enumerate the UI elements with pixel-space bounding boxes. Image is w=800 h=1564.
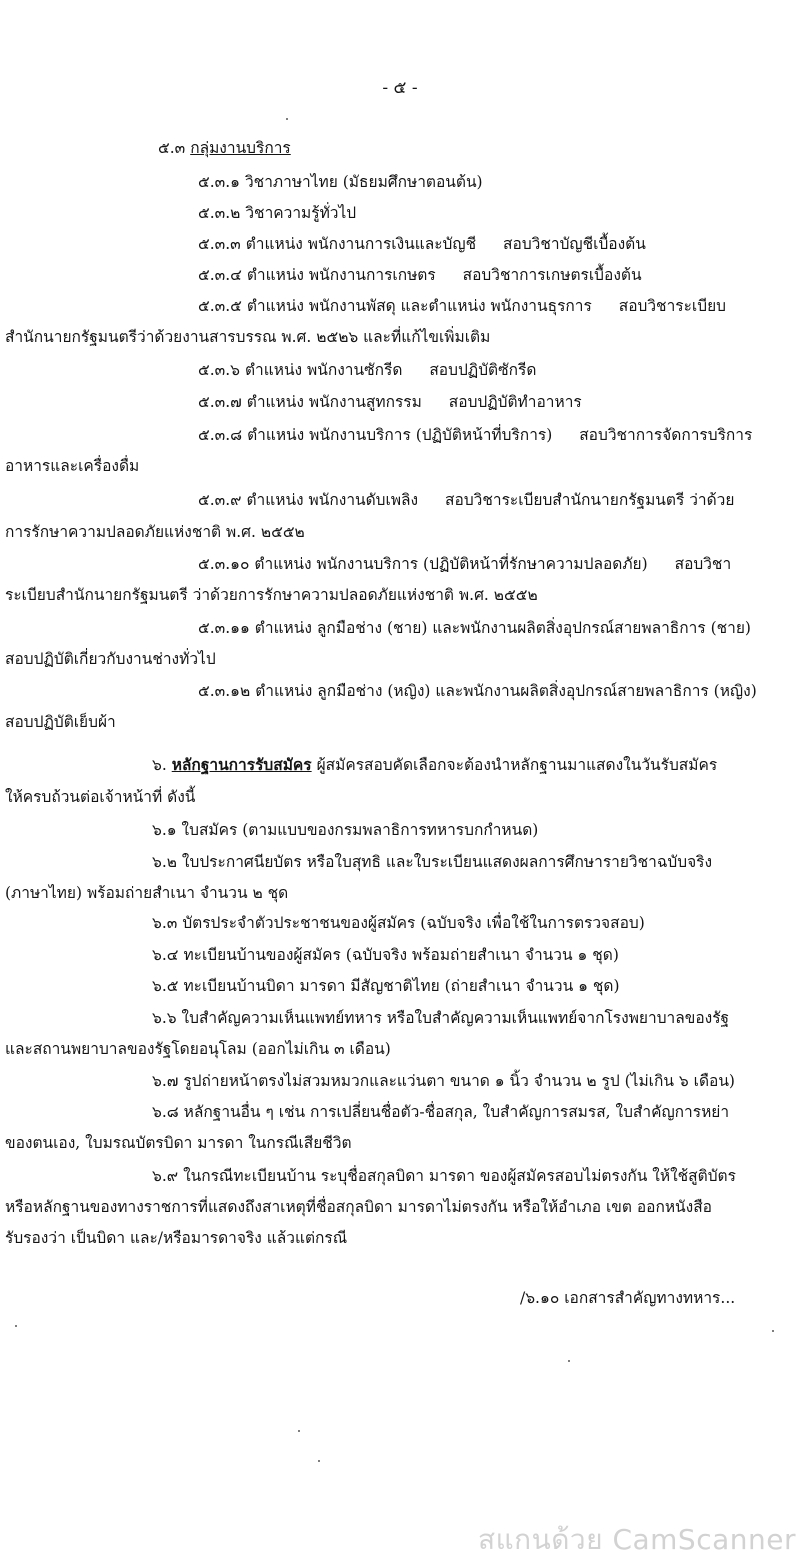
item-5-3-12 [198,681,757,701]
item-number: ๕.๓.๔ [198,266,242,284]
item-text: ตำแหน่ง พนักงานบริการ (ปฏิบัติหน้าที่บริการ) [247,426,553,444]
item-text: บัตรประจำตัวประชาชนของผู้สมัคร (ฉบับจริง เพื่อใช้ในการตรวจสอบ) [182,914,645,932]
item-number: ๖.๗ [152,1072,179,1090]
section-title: กลุ่มงานบริการ [190,139,291,157]
item-exam: สอบปฏิบัติซักรีด [429,361,537,379]
item-number: ๕.๓.๒ [198,204,241,222]
item-exam: สอบวิชาการจัดการบริการ [579,426,753,444]
item-number: ๕.๓.๕ [198,297,242,315]
item-number: ๖.๒ [152,853,177,871]
item-6-6 [152,1008,729,1028]
item-exam: สอบวิชาการเกษตรเบื้องต้น [462,266,642,284]
scan-speck [286,118,288,120]
item-text: ตำแหน่ง ลูกมือช่าง (ชาย) และพนักงานผลิตสิ่งอุปกรณ์สายพลาธิการ (ชาย) [254,619,751,637]
item-6-1 [152,820,538,840]
item-number: ๖.๑ [152,821,177,839]
item-text: ใบสำคัญความเห็นแพทย์ทหาร หรือใบสำคัญความเห็นแพทย์จากโรงพยาบาลของรัฐ [181,1009,730,1027]
item-text: ตำแหน่ง พนักงานบริการ (ปฏิบัติหน้าที่รักษาความปลอดภัย) [254,555,648,573]
item-number: ๕.๓.๙ [198,491,242,509]
item-text: ตำแหน่ง พนักงานซักรีด [244,361,403,379]
item-text: ตำแหน่ง พนักงานพัสดุ และตำแหน่ง พนักงานธุรการ [246,297,592,315]
item-6-5 [152,976,620,996]
item-text: ตำแหน่ง พนักงานสูทกรรม [246,393,422,411]
item-5-3-11 [198,618,751,638]
section-title: หลักฐานการรับสมัคร [171,755,312,774]
item-6-3 [152,913,645,933]
scan-speck [772,1330,774,1332]
item-number: ๕.๓.๑๑ [198,619,250,637]
item-number: ๖.๖ [152,1009,177,1027]
item-number: ๕.๓.๗ [198,393,242,411]
item-text: ตำแหน่ง พนักงานการเกษตร [246,266,436,284]
page-number: - ๕ - [382,78,418,98]
section-6-intro-cont: ให้ครบถ้วนต่อเจ้าหน้าที่ ดังนี้ [5,788,196,806]
item-6-9 [152,1166,736,1186]
item-5-3-12-cont: สอบปฏิบัติเย็บผ้า [5,713,116,731]
item-text: ใบสมัคร (ตามแบบของกรมพลาธิการทหารบกกำหนด) [181,821,539,839]
item-5-3-6 [198,360,536,380]
item-5-3-11-cont: สอบปฏิบัติเกี่ยวกับงานช่างทั่วไป [5,650,216,668]
item-exam: สอบวิชา [674,555,732,573]
item-number: ๖.๔ [152,946,179,964]
item-text: หลักฐานอื่น ๆ เช่น การเปลี่ยนชื่อตัว-ชื่อสกุล, ใบสำคัญการสมรส, ใบสำคัญการหย่า [183,1103,730,1121]
item-5-3-9-cont: การรักษาความปลอดภัยแห่งชาติ พ.ศ. ๒๕๕๒ [5,523,305,541]
item-number: ๕.๓.๓ [198,235,241,253]
section-5-3-heading [158,138,291,158]
scan-speck [318,1460,320,1462]
item-5-3-10-cont: ระเบียบสำนักนายกรัฐมนตรี ว่าด้วยการรักษาความปลอดภัยแห่งชาติ พ.ศ. ๒๕๕๒ [5,586,538,604]
item-6-2-cont: (ภาษาไทย) พร้อมถ่ายสำเนา จำนวน ๒ ชุด [5,884,289,902]
item-5-3-3 [198,234,646,254]
item-text: รูปถ่ายหน้าตรงไม่สวมหมวกและแว่นตา ขนาด ๑ นิ้ว จำนวน ๒ รูป (ไม่เกิน ๖ เดือน) [183,1072,735,1090]
item-5-3-10 [198,554,731,574]
item-6-9-cont: หรือหลักฐานของทางราชการที่แสดงถึงสาเหตุที่ชื่อสกุลบิดา มารดาไม่ตรงกัน หรือให้อำเภอ เขต ออกหนังสือ [5,1198,712,1216]
item-5-3-8 [198,425,752,445]
item-text: ทะเบียนบ้านของผู้สมัคร (ฉบับจริง พร้อมถ่ายสำเนา จำนวน ๑ ชุด) [183,946,619,964]
item-6-8-cont: ของตนเอง, ใบมรณบัตรบิดา มารดา ในกรณีเสียชีวิต [5,1134,352,1152]
item-5-3-9 [198,490,734,510]
item-number: ๕.๓.๖ [198,361,241,379]
continuation-note: /๖.๑๐ เอกสารสำคัญทางทหาร... [520,1289,736,1307]
item-text: ใบประกาศนียบัตร หรือใบสุทธิ และใบระเบียนแสดงผลการศึกษารายวิชาฉบับจริง [181,853,713,871]
item-number: ๕.๓.๑๐ [198,555,250,573]
scan-speck [298,1430,300,1432]
item-6-7 [152,1071,735,1091]
item-6-8 [152,1102,729,1122]
item-exam: สอบวิชาระเบียบ [618,297,726,315]
item-5-3-2 [198,203,356,223]
item-6-6-cont: และสถานพยาบาลของรัฐโดยอนุโลม (ออกไม่เกิน ๓ เดือน) [5,1040,391,1058]
item-text: ทะเบียนบ้านบิดา มารดา มีสัญชาติไทย (ถ่ายสำเนา จำนวน ๑ ชุด) [183,977,620,995]
item-5-3-8-cont: อาหารและเครื่องดื่ม [5,457,140,475]
item-number: ๕.๓.๘ [198,426,243,444]
item-text: ตำแหน่ง พนักงานดับเพลิง [246,491,419,509]
section-number: ๖. [152,756,167,774]
section-6-heading [152,755,717,775]
item-number: ๕.๓.๑ [198,173,241,191]
item-exam: สอบวิชาระเบียบสำนักนายกรัฐมนตรี ว่าด้วย [445,491,735,509]
item-5-3-4 [198,265,642,285]
item-6-4 [152,945,619,965]
item-6-2 [152,852,712,872]
item-text: ในกรณีทะเบียนบ้าน ระบุชื่อสกุลบิดา มารดา ของผู้สมัครสอบไม่ตรงกัน ให้ใช้สูติบัตร [183,1167,736,1185]
item-6-9-cont2: รับรองว่า เป็นบิดา และ/หรือมารดาจริง แล้วแต่กรณี [5,1229,348,1247]
item-text: ตำแหน่ง พนักงานการเงินและบัญชี [245,235,477,253]
camscanner-watermark: สแกนด้วย CamScanner [478,1523,796,1556]
item-text: วิชาความรู้ทั่วไป [245,204,357,222]
item-text: วิชาภาษาไทย (มัธยมศึกษาตอนต้น) [244,173,483,191]
item-5-3-5 [198,296,726,316]
item-5-3-7 [198,392,582,412]
item-number: ๖.๓ [152,914,178,932]
item-number: ๕.๓.๑๒ [198,682,251,700]
scan-speck [15,1325,17,1327]
item-number: ๖.๘ [152,1103,179,1121]
section-number: ๕.๓ [158,139,186,157]
scan-speck [568,1360,570,1362]
item-exam: สอบวิชาบัญชีเบื้องต้น [503,235,646,253]
item-number: ๖.๙ [152,1167,179,1185]
item-exam: สอบปฏิบัติทำอาหาร [448,393,582,411]
item-5-3-5-cont: สำนักนายกรัฐมนตรีว่าด้วยงานสารบรรณ พ.ศ. ๒๕๒๖ และที่แก้ไขเพิ่มเติม [5,328,491,346]
item-number: ๖.๕ [152,977,179,995]
section-intro: ผู้สมัครสอบคัดเลือกจะต้องนำหลักฐานมาแสดงในวันรับสมัคร [316,756,718,774]
item-text: ตำแหน่ง ลูกมือช่าง (หญิง) และพนักงานผลิตสิ่งอุปกรณ์สายพลาธิการ (หญิง) [255,682,757,700]
item-5-3-1 [198,172,483,192]
